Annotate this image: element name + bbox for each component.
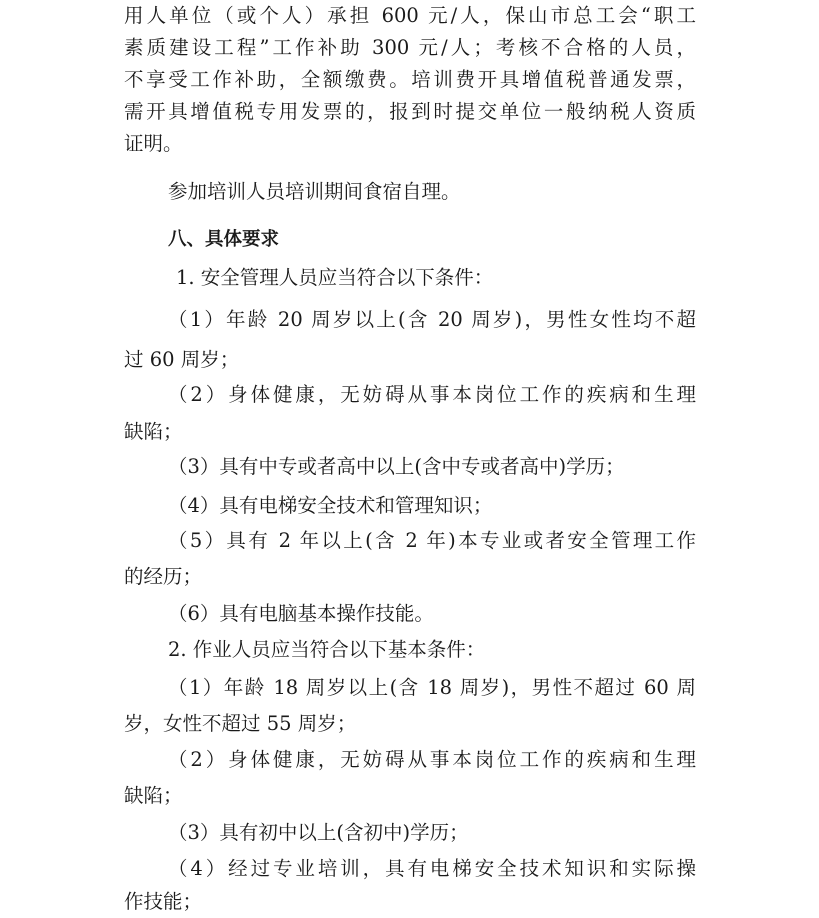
list-item: （5）具有 2 年以上(含 2 年)本专业或者安全管理工作 [168, 529, 696, 552]
section-heading: 八、具体要求 [168, 229, 280, 250]
list-item: （3）具有中专或者高中以上(含中专或者高中)学历； [168, 455, 625, 478]
list-item: （4）经过专业培训，具有电梯安全技术知识和实际操 [168, 857, 696, 880]
list-item-continuation: 过 60 周岁； [124, 348, 240, 371]
paragraph-line: 需开具增值税专用发票的，报到时提交单位一般纳税人资质 [124, 100, 696, 123]
list-item-continuation: 岁，女性不超过 55 周岁； [124, 712, 357, 735]
paragraph-line: 不享受工作补助，全额缴费。培训费开具增值税普通发票， [124, 68, 696, 91]
paragraph-line: 参加培训人员培训期间食宿自理。 [168, 180, 461, 203]
paragraph-line: 证明。 [124, 132, 183, 155]
list-item-continuation: 缺陷； [124, 420, 183, 443]
list-item: （1）年龄 18 周岁以上(含 18 周岁)，男性不超过 60 周 [168, 676, 696, 699]
list-item: （2）身体健康，无妨碍从事本岗位工作的疾病和生理 [168, 383, 696, 406]
list-item: （2）身体健康，无妨碍从事本岗位工作的疾病和生理 [168, 748, 696, 771]
list-item: （3）具有初中以上(含初中)学历； [168, 821, 469, 844]
paragraph-line: 素质建设工程”工作补助 300 元/人；考核不合格的人员， [124, 36, 696, 59]
list-item-continuation: 缺陷； [124, 784, 183, 807]
list-item-continuation: 的经历； [124, 565, 203, 588]
subsection-heading: 1. 安全管理人员应当符合以下条件： [176, 266, 494, 289]
paragraph-line: 用人单位（或个人）承担 600 元/人，保山市总工会“职工 [124, 4, 696, 27]
list-item: （6）具有电脑基本操作技能。 [168, 602, 434, 625]
list-item: （4）具有电梯安全技术和管理知识； [168, 494, 493, 517]
subsection-heading: 2. 作业人员应当符合以下基本条件： [168, 638, 486, 661]
list-item-continuation: 作技能； [124, 890, 203, 913]
list-item: （1）年龄 20 周岁以上(含 20 周岁)，男性女性均不超 [168, 308, 696, 331]
